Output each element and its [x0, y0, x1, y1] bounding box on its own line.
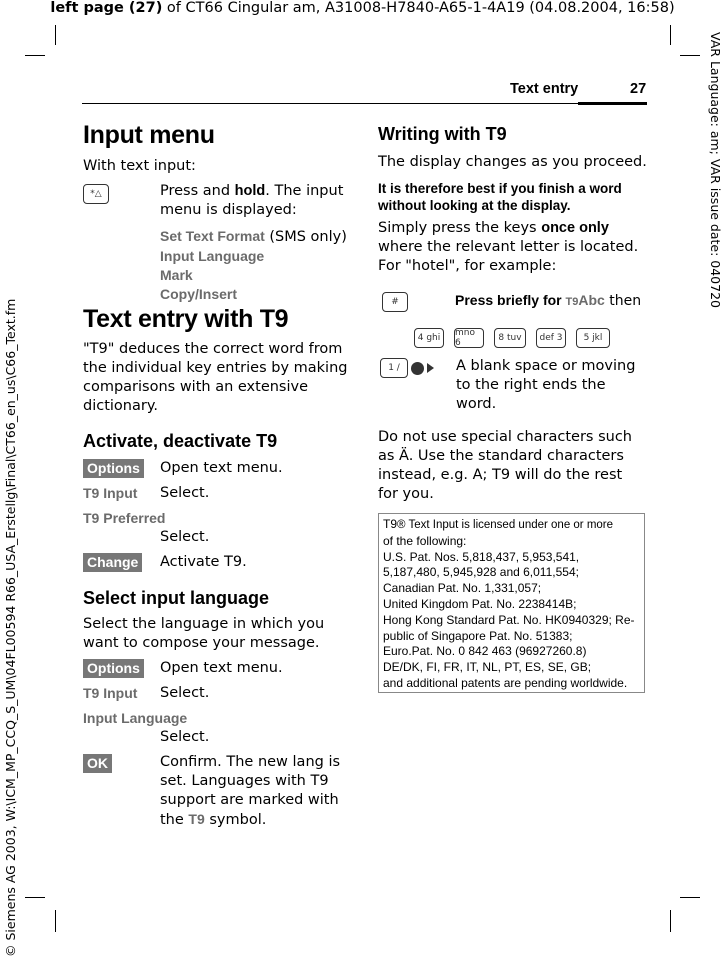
- crop-mark: [55, 25, 56, 45]
- input-language-label: Input Language: [83, 710, 188, 726]
- options-desc: Open text menu.: [160, 460, 283, 476]
- crop-mark: [670, 910, 671, 932]
- select-text: Select.: [160, 529, 210, 545]
- press-briefly-text: Press briefly for T9Abc then: [455, 292, 642, 309]
- star-key-icon: *△: [83, 184, 109, 204]
- bold-note: It is therefore best if you finish a word without looking at the display.: [378, 181, 622, 213]
- change-desc: Activate T9.: [160, 554, 247, 570]
- t9-input-label: T9 Input: [83, 485, 138, 501]
- hash-key-icon: #: [382, 292, 408, 312]
- license-line: Canadian Pat. No. 1,331,057;: [383, 581, 542, 596]
- t9-description: "T9" deduces the correct word from the individual key entries by making comparisons with an extensive dictionary.: [83, 341, 348, 414]
- crop-mark: [55, 910, 56, 932]
- left-margin-path: © Siemens AG 2003, W:\ICM_MP_CCQ_S_UM\04FL00594 R66_USA_Erstellg\Final\CT66_en_us\C66_Text.fm: [3, 298, 18, 957]
- ok-softkey: OK: [83, 754, 112, 773]
- license-line: T9® Text Input is licensed under one or more: [383, 517, 614, 531]
- key-4-icon: 4 ghi: [414, 328, 444, 348]
- crop-mark: [670, 25, 671, 45]
- key-sequence: [414, 328, 610, 348]
- page-number-rule: [578, 102, 647, 105]
- ok-desc: Confirm. The new lang is set. Languages with T9 support are marked with the T9 symbol.: [160, 754, 341, 828]
- arrow-right-icon: [427, 363, 434, 373]
- input-menu-list: Set Text Format (SMS only) Input Language Mark Copy/Insert: [160, 228, 347, 302]
- license-line: and additional patents are pending worldwide.: [383, 675, 628, 690]
- license-line: U.S. Pat. Nos. 5,818,437, 5,953,541,: [383, 549, 580, 564]
- page-number: 27: [630, 81, 647, 97]
- crop-mark: [25, 897, 45, 898]
- options-desc: Open text menu.: [160, 660, 283, 676]
- license-line: DE/DK, FI, FR, IT, NL, PT, ES, SE, GB;: [383, 660, 592, 675]
- key-1-icon: 1 /: [380, 358, 408, 378]
- t9-heading: Text entry with T9: [83, 305, 289, 333]
- special-chars-text: Do not use special characters such as Ä. Use the standard characters instead, e.g. A; T9 will do the rest for you.: [378, 429, 632, 502]
- t9-preferred-label: T9 Preferred: [83, 510, 166, 526]
- page-reference: left page (27): [50, 0, 163, 16]
- document-info-line: [0, 0, 725, 16]
- press-hold-text: Press and hold. The input menu is displayed:: [160, 183, 344, 218]
- options-softkey: Options: [83, 459, 144, 478]
- key-6-icon: mno 6: [454, 328, 484, 348]
- crop-mark: [680, 55, 700, 56]
- once-only-text: Simply press the keys once only where the relevant letter is located. For "hotel", for example:: [378, 220, 639, 274]
- menu-item-set-text-format: Set Text Format: [160, 228, 265, 244]
- select-language-desc: Select the language in which you want to compose your message.: [83, 616, 325, 651]
- crop-mark: [25, 55, 45, 56]
- license-line: Euro.Pat. No. 0 842 463 (96927260.8): [383, 644, 587, 659]
- menu-item-copy-insert: Copy/Insert: [160, 286, 238, 302]
- key-8-icon: 8 tuv: [494, 328, 526, 348]
- t9-symbol: T9: [188, 811, 205, 827]
- options-softkey: Options: [83, 659, 144, 678]
- space-keys-group: [380, 358, 434, 378]
- section-header: Text entry: [510, 81, 579, 97]
- license-box: [378, 513, 645, 693]
- t9-input-label: T9 Input: [83, 685, 138, 701]
- select-text: Select.: [160, 485, 210, 501]
- writing-t9-heading: Writing with T9: [378, 124, 507, 144]
- license-line: Hong Kong Standard Pat. No. HK0940329; Re-: [383, 612, 635, 627]
- select-language-heading: Select input language: [83, 588, 270, 608]
- select-text: Select.: [160, 729, 210, 745]
- crop-mark: [680, 897, 700, 898]
- key-3-icon: def 3: [536, 328, 566, 348]
- right-margin-var-info: VAR Language: am; VAR issue date: 040720: [708, 32, 723, 308]
- license-line: United Kingdom Pat. No. 2238414B;: [383, 596, 577, 611]
- menu-item-input-language: Input Language: [160, 248, 265, 264]
- document-info: of CT66 Cingular am, A31008-H7840-A65-1-4A19 (04.08.2004, 16:58): [162, 0, 675, 16]
- writing-intro: The display changes as you proceed.: [378, 154, 647, 170]
- space-desc: A blank space or moving to the right ends the word.: [456, 358, 636, 412]
- input-menu-intro: With text input:: [83, 158, 196, 174]
- select-text: Select.: [160, 685, 210, 701]
- license-line: public of Singapore Pat. No. 51383;: [383, 628, 573, 643]
- key-5-icon: 5 jkl: [576, 328, 610, 348]
- activate-t9-heading: Activate, deactivate T9: [83, 431, 278, 451]
- header-rule: [82, 103, 647, 104]
- menu-item-mark: Mark: [160, 267, 193, 283]
- change-softkey: Change: [83, 553, 142, 572]
- nav-right-icon: [411, 362, 424, 375]
- input-menu-heading: Input menu: [83, 121, 215, 149]
- license-line: of the following:: [383, 533, 467, 548]
- license-line: 5,187,480, 5,945,928 and 6,011,554;: [383, 565, 579, 580]
